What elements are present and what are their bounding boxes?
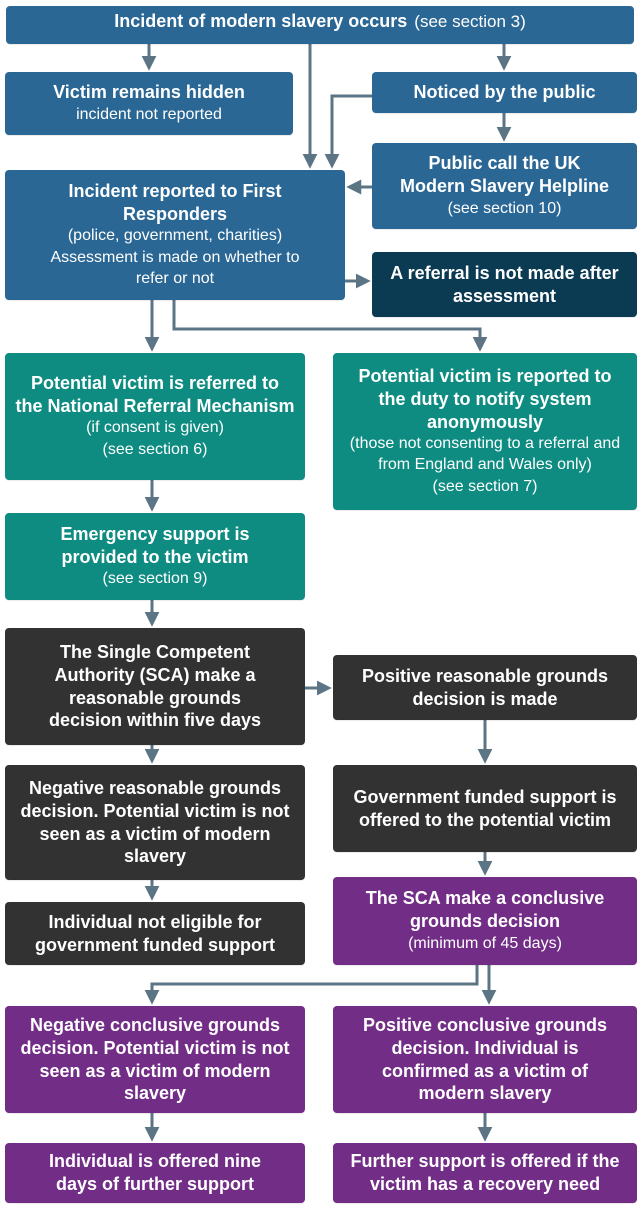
box-sca-reasonable bbox=[5, 628, 305, 745]
box-negative-reasonable-text: Negative reasonable grounds decision. Potential victim is not seen as a victim of modern slavery bbox=[20, 778, 290, 867]
box-sca-conclusive-text: The SCA make a conclusive grounds decision bbox=[365, 888, 605, 932]
box-victim-hidden-sub: incident not reported bbox=[76, 105, 222, 123]
box-nrm-referral-sub1: (if consent is given) bbox=[86, 419, 224, 437]
box-nine-days-text: Individual is offered nine days of further support bbox=[48, 1151, 262, 1194]
box-helpline-note: (see section 10) bbox=[447, 199, 562, 217]
box-duty-to-notify-sub1: (those not consenting to a referral and from England and Wales only) bbox=[349, 435, 621, 474]
arrow-sca-conclusive-to-negative bbox=[152, 965, 477, 1001]
box-sca-conclusive-sub1: (minimum of 45 days) bbox=[408, 934, 562, 952]
box-incident-occurs-text: Incident of modern slavery occurs bbox=[114, 11, 408, 31]
box-positive-conclusive bbox=[333, 1006, 637, 1113]
arrow-noticed-to-first-responders bbox=[332, 96, 372, 165]
box-positive-reasonable bbox=[333, 655, 637, 720]
box-nrm-referral bbox=[5, 353, 305, 480]
box-noticed-public bbox=[372, 72, 637, 113]
box-positive-conclusive-text: Positive conclusive grounds decision. Individual is confirmed as a victim of modern slavery bbox=[362, 1015, 608, 1104]
box-emergency-support bbox=[5, 513, 305, 600]
box-emergency-support-sub1: (see section 9) bbox=[102, 570, 208, 588]
box-not-eligible bbox=[5, 902, 305, 965]
box-no-referral-text: A referral is not made after assessment bbox=[390, 262, 619, 306]
box-gov-support bbox=[333, 765, 637, 852]
box-helpline bbox=[372, 143, 637, 229]
box-further-support-text: Further support is offered if the victim has a recovery need bbox=[350, 1151, 620, 1194]
box-sca-reasonable-text: The Single Competent Authority (SCA) make a reasonable grounds decision within five days bbox=[48, 642, 262, 731]
box-first-responders-sub1: (police, government, charities) bbox=[67, 227, 283, 245]
box-incident-occurs-note: (see section 3) bbox=[414, 12, 526, 31]
box-first-responders-sub2: Assessment is made on whether to refer or not bbox=[50, 249, 300, 288]
box-negative-conclusive-text: Negative conclusive grounds decision. Potential victim is not seen as a victim of modern slavery bbox=[20, 1015, 290, 1104]
box-noticed-public-text: Noticed by the public bbox=[413, 82, 596, 103]
box-negative-reasonable bbox=[5, 765, 305, 880]
box-nrm-referral-text: Potential victim is referred to the National Referral Mechanism bbox=[15, 373, 295, 416]
box-duty-to-notify-sub2: (see section 7) bbox=[432, 477, 538, 495]
box-sca-conclusive bbox=[333, 877, 637, 965]
box-nine-days bbox=[5, 1143, 305, 1203]
box-incident-occurs bbox=[6, 6, 634, 44]
box-not-eligible-text: Individual not eligible for government funded support bbox=[35, 911, 275, 955]
box-gov-support-text: Government funded support is offered to the potential victim bbox=[353, 786, 617, 830]
box-duty-to-notify bbox=[333, 353, 637, 510]
box-duty-to-notify-text: Potential victim is reported to the duty to notify system anonymously bbox=[358, 366, 612, 432]
box-victim-hidden bbox=[5, 72, 293, 135]
box-victim-hidden-text: Victim remains hidden bbox=[53, 82, 245, 103]
box-no-referral bbox=[372, 252, 637, 317]
box-helpline-text: Public call the UK Modern Slavery Helpline bbox=[399, 153, 610, 197]
box-negative-conclusive bbox=[5, 1006, 305, 1113]
box-first-responders-text: Incident reported to First Responders bbox=[68, 181, 282, 224]
box-positive-reasonable-text: Positive reasonable grounds decision is made bbox=[361, 665, 609, 709]
box-further-support bbox=[333, 1143, 637, 1203]
box-emergency-support-text: Emergency support is provided to the victim bbox=[60, 523, 250, 567]
box-first-responders bbox=[5, 170, 345, 300]
box-nrm-referral-sub2: (see section 6) bbox=[102, 441, 208, 459]
